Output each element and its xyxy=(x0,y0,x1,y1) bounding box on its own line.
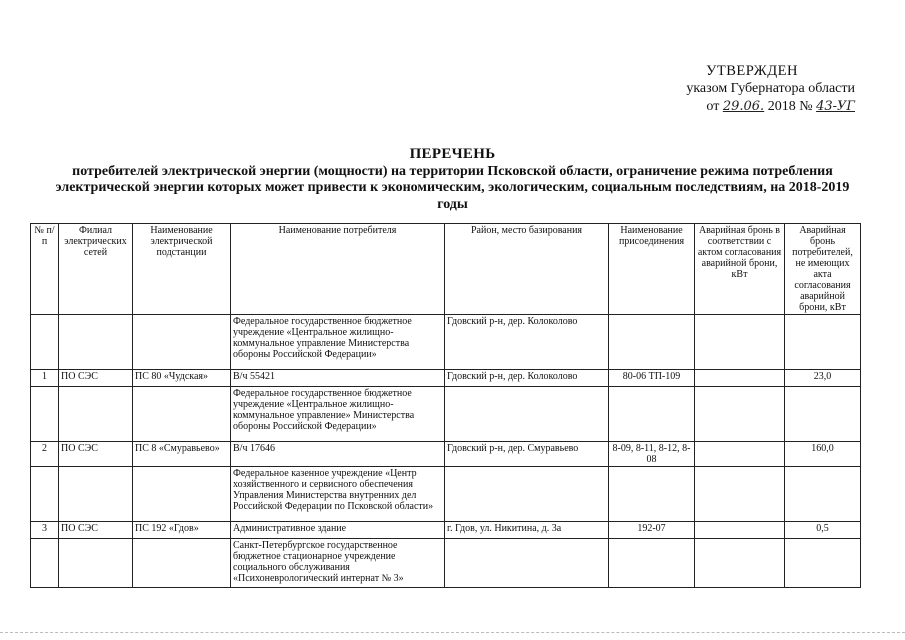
table-row xyxy=(31,467,861,522)
cell-connection xyxy=(609,539,695,588)
header-substation: Наименование электрической подстанции xyxy=(133,224,231,315)
approval-stamp xyxy=(655,62,855,116)
cell-consumer: Федеральное государственное бюджетное учреждение «Центральное жилищно-коммунальное управление Министерства обороны Российской Федерации» xyxy=(231,315,445,370)
cell-substation xyxy=(133,387,231,442)
cell-reserve-noact: 23,0 xyxy=(785,370,861,387)
approval-year: 2018 xyxy=(767,99,796,114)
cell-reserve-act xyxy=(695,522,785,539)
cell-num xyxy=(31,387,59,442)
cell-consumer: В/ч 17646 xyxy=(231,442,445,467)
document-title: ПЕРЕЧЕНЬ xyxy=(409,146,496,162)
cell-reserve-act xyxy=(695,539,785,588)
cell-location xyxy=(445,387,609,442)
number-sign: № xyxy=(799,99,813,114)
cell-substation xyxy=(133,539,231,588)
cell-location: Гдовский р-н, дер. Смуравьево xyxy=(445,442,609,467)
cell-consumer: В/ч 55421 xyxy=(231,370,445,387)
page-edge-divider xyxy=(0,632,905,633)
cell-reserve-noact xyxy=(785,539,861,588)
approval-heading: УТВЕРЖДЕН xyxy=(706,63,798,79)
cell-branch xyxy=(59,387,133,442)
cell-reserve-act xyxy=(695,315,785,370)
cell-substation xyxy=(133,467,231,522)
cell-reserve-noact: 0,5 xyxy=(785,522,861,539)
cell-location xyxy=(445,539,609,588)
table-header-row xyxy=(31,224,861,315)
header-num: № п/п xyxy=(31,224,59,315)
cell-location: Гдовский р-н, дер. Колоколово xyxy=(445,370,609,387)
cell-reserve-noact xyxy=(785,387,861,442)
cell-branch xyxy=(59,539,133,588)
cell-num: 3 xyxy=(31,522,59,539)
cell-substation xyxy=(133,315,231,370)
cell-substation: ПС 8 «Смуравьево» xyxy=(133,442,231,467)
cell-consumer: Административное здание xyxy=(231,522,445,539)
cell-connection xyxy=(609,467,695,522)
header-reserve-noact: Аварийная бронь потребителей, не имеющих акта согласования аварийной брони, кВт xyxy=(785,224,861,315)
approval-date-line xyxy=(655,98,855,116)
consumers-table xyxy=(30,223,861,588)
cell-connection xyxy=(609,387,695,442)
cell-reserve-noact xyxy=(785,315,861,370)
document-title-block xyxy=(40,146,865,213)
document-subtitle: потребителей электрической энергии (мощности) на территории Псковской области, ограничение режима потребления электрической энергии которых может привести к экономическим, экологическим, социальным последствиям, на 2018-2019 годы xyxy=(55,163,850,212)
cell-substation: ПС 192 «Гдов» xyxy=(133,522,231,539)
table-row xyxy=(31,315,861,370)
cell-connection: 8-09, 8-11, 8-12, 8-08 xyxy=(609,442,695,467)
cell-location: Гдовский р-н, дер. Колоколово xyxy=(445,315,609,370)
header-reserve-act: Аварийная бронь в соответствии с актом согласования аварийной брони, кВт xyxy=(695,224,785,315)
cell-branch: ПО СЭС xyxy=(59,442,133,467)
table-row xyxy=(31,387,861,442)
header-consumer: Наименование потребителя xyxy=(231,224,445,315)
cell-num xyxy=(31,315,59,370)
cell-num xyxy=(31,467,59,522)
cell-reserve-noact: 160,0 xyxy=(785,442,861,467)
table-row xyxy=(31,539,861,588)
cell-num: 2 xyxy=(31,442,59,467)
header-branch: Филиал электрических сетей xyxy=(59,224,133,315)
cell-branch xyxy=(59,467,133,522)
table-row xyxy=(31,522,861,539)
cell-substation: ПС 80 «Чудская» xyxy=(133,370,231,387)
cell-reserve-noact xyxy=(785,467,861,522)
cell-consumer: Санкт-Петербургское государственное бюджетное стационарное учреждение социального обслуживания «Психоневрологический интернат № 3» xyxy=(231,539,445,588)
cell-branch xyxy=(59,315,133,370)
cell-connection: 80-06 ТП-109 xyxy=(609,370,695,387)
cell-connection: 192-07 xyxy=(609,522,695,539)
header-location: Район, место базирования xyxy=(445,224,609,315)
cell-location xyxy=(445,467,609,522)
header-connection: Наименование присоединения xyxy=(609,224,695,315)
cell-branch: ПО СЭС xyxy=(59,522,133,539)
cell-reserve-act xyxy=(695,442,785,467)
cell-location: г. Гдов, ул. Никитина, д. 3а xyxy=(445,522,609,539)
table-row xyxy=(31,370,861,387)
from-prefix: от xyxy=(706,99,720,114)
cell-num xyxy=(31,539,59,588)
handwritten-number: 43-УГ xyxy=(816,99,855,114)
approval-decree: указом Губернатора области xyxy=(686,81,855,96)
cell-consumer: Федеральное казенное учреждение «Центр хозяйственного и сервисного обеспечения Управления Министерства внутренних дел Российской Федерации по Псковской области» xyxy=(231,467,445,522)
cell-consumer: Федеральное государственное бюджетное учреждение «Центральное жилищно-коммунальное управление» Министерства обороны Российской Федерации» xyxy=(231,387,445,442)
table-row xyxy=(31,442,861,467)
cell-reserve-act xyxy=(695,467,785,522)
cell-num: 1 xyxy=(31,370,59,387)
cell-reserve-act xyxy=(695,370,785,387)
handwritten-date: 29.06. xyxy=(722,99,765,114)
cell-reserve-act xyxy=(695,387,785,442)
cell-connection xyxy=(609,315,695,370)
cell-branch: ПО СЭС xyxy=(59,370,133,387)
